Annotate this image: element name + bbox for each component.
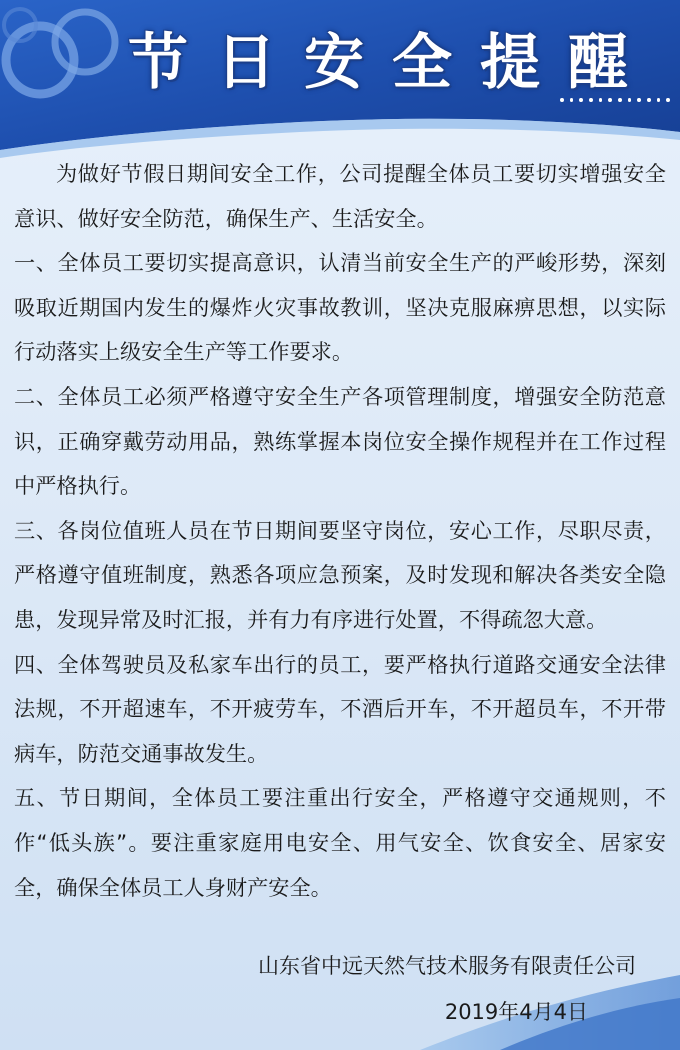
page-title: 节日安全提醒 — [128, 28, 656, 98]
item-4: 四、全体驾驶员及私家车出行的员工，要严格执行道路交通安全法律法规，不开超速车，不开疲劳车，不酒后开车，不开超员车，不开带病车，防范交通事故发生。 — [14, 651, 666, 766]
company-signature: 山东省中远天然气技术服务有限责任公司 — [258, 954, 636, 978]
notice-date: 2019年4月4日 — [444, 1000, 588, 1024]
title-area — [128, 18, 656, 98]
intro-paragraph: 为做好节假日期间安全工作，公司提醒全体员工要切实增强安全意识、做好安全防范，确保生产、生活安全。 — [14, 161, 666, 231]
item-1: 一、全体员工要切实提高意识，认清当前安全生产的严峻形势，深刻吸取近期国内发生的爆炸火灾事故教训，坚决克服麻痹思想，以实际行动落实上级安全生产等工作要求。 — [14, 250, 666, 365]
title-dots — [560, 98, 670, 106]
item-3: 三、各岗位值班人员在节日期间要坚守岗位，安心工作，尽职尽责，严格遵守值班制度，熟悉各项应急预案，及时发现和解决各类安全隐患，发现异常及时汇报，并有力有序进行处置，不得疏忽大意。 — [14, 517, 666, 632]
notice-body — [14, 152, 666, 910]
item-5: 五、节日期间，全体员工要注重出行安全，严格遵守交通规则，不作“低头族”。要注重家庭用电安全、用气安全、饮食安全、居家安全，确保全体员工人身财产安全。 — [14, 785, 666, 900]
item-2: 二、全体员工必须严格遵守安全生产各项管理制度，增强安全防范意识，正确穿戴劳动用品，熟练掌握本岗位安全操作规程并在工作过程中严格执行。 — [14, 383, 666, 499]
